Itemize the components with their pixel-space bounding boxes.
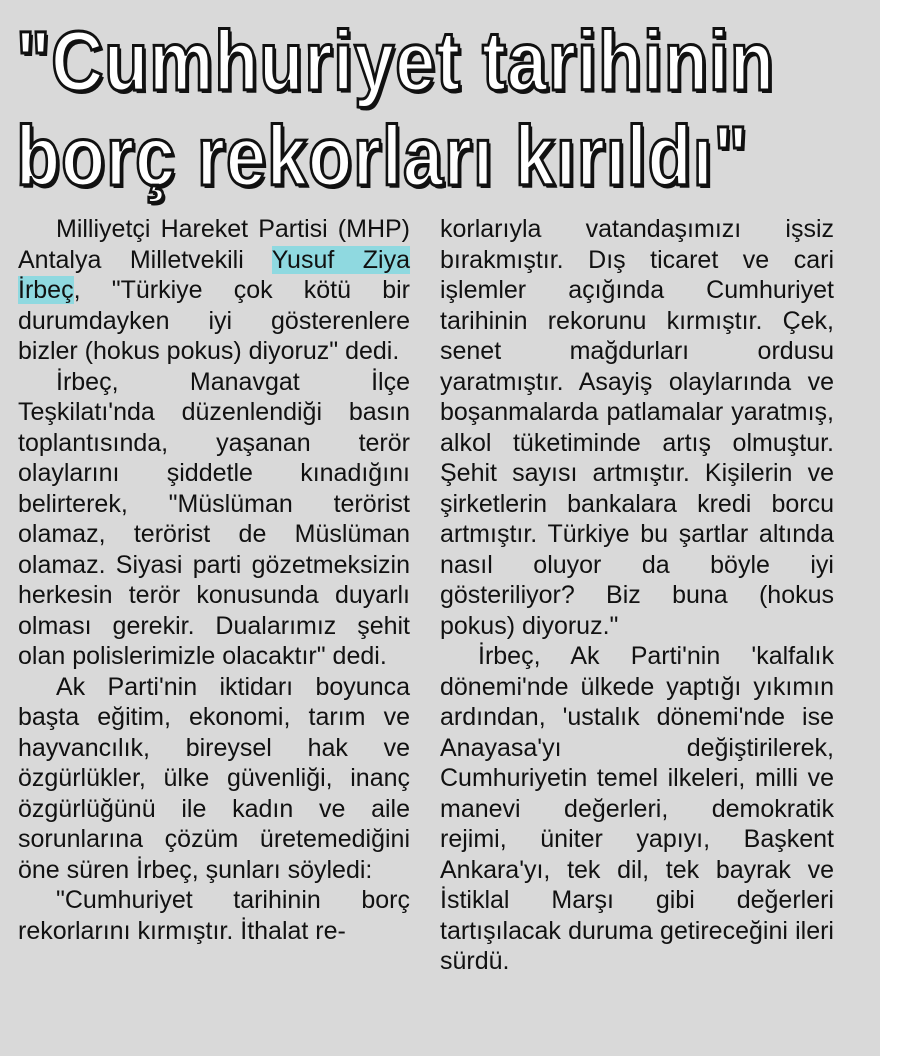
paragraph-text: Milliyetçi Hareket Partisi (MHP) Antalya Milletvekili <box>18 215 410 274</box>
paragraph: "Cumhuriyet tarihinin borç rekorlarını kırmıştır. İthalat re- <box>18 886 410 945</box>
headline <box>16 14 775 204</box>
left-column <box>18 214 410 946</box>
paragraph: İrbeç, Manavgat İlçe Teşkilatı'nda düzenlendiği basın toplantısında, yaşanan terör olaylarını şiddetle kınadığını belirterek, "Müslüman terörist olamaz, terörist de Müslüman olamaz. Siyasi parti gözetmeksizin herkesin terör konusunda duyarlı olması gerekir. Dualarımız şehit olan polislerimizle olacaktır" dedi. <box>18 367 410 670</box>
headline-line-1: "Cumhuriyet tarihinin <box>16 14 775 108</box>
paragraph: İrbeç, Ak Parti'nin 'kalfalık dönemi'nde ülkede yaptığı yıkımın ardından, 'ustalık dönemi'nde ise Anayasa'yı değiştirilerek, Cumhuriyetin temel ilkeleri, milli ve manevi değerleri, demokratik rejimi, üniter yapıyı, Başkent Ankara'yı, tek dil, tek bayrak ve İstiklal Marşı gibi değerleri tartışılacak duruma getireceğini ileri sürdü. <box>440 642 834 975</box>
paragraph <box>18 214 410 367</box>
paragraph: Ak Parti'nin iktidarı boyunca başta eğitim, ekonomi, tarım ve hayvancılık, bireysel hak ve özgürlükler, ülke güvenliği, inanç özgürlüğünü ile kadın ve aile sorunlarına çözüm üretemediğini öne süren İrbeç, şunları söyledi: <box>18 672 410 884</box>
highlighted-name: Yusuf Ziya İrbeç <box>18 245 410 304</box>
paragraph: korlarıyla vatandaşımızı işsiz bırakmıştır. Dış ticaret ve cari işlemler açığında Cumhuriyet tarihinin rekorunu kırmıştır. Çek, senet mağdurları ordusu yaratmıştır. Asayiş olaylarında ve boşanmalarda patlamalar yaratmış, alkol tüketiminde artış olmuştur. Şehit sayısı artmıştır. Kişilerin ve şirketlerin bankalara kredi borcu artmıştır. Türkiye bu şartlar altında nasıl oluyor da böyle iyi gösteriliyor? Biz buna (hokus pokus) diyoruz." <box>440 215 834 640</box>
headline-line-2: borç rekorları kırıldı" <box>16 109 749 203</box>
right-column <box>440 214 834 977</box>
page-margin <box>880 0 924 1056</box>
paragraph-text: , "Türkiye çok kötü bir durumdayken iyi gösterenlere bizler (hokus pokus) diyoruz" dedi. <box>18 276 410 365</box>
